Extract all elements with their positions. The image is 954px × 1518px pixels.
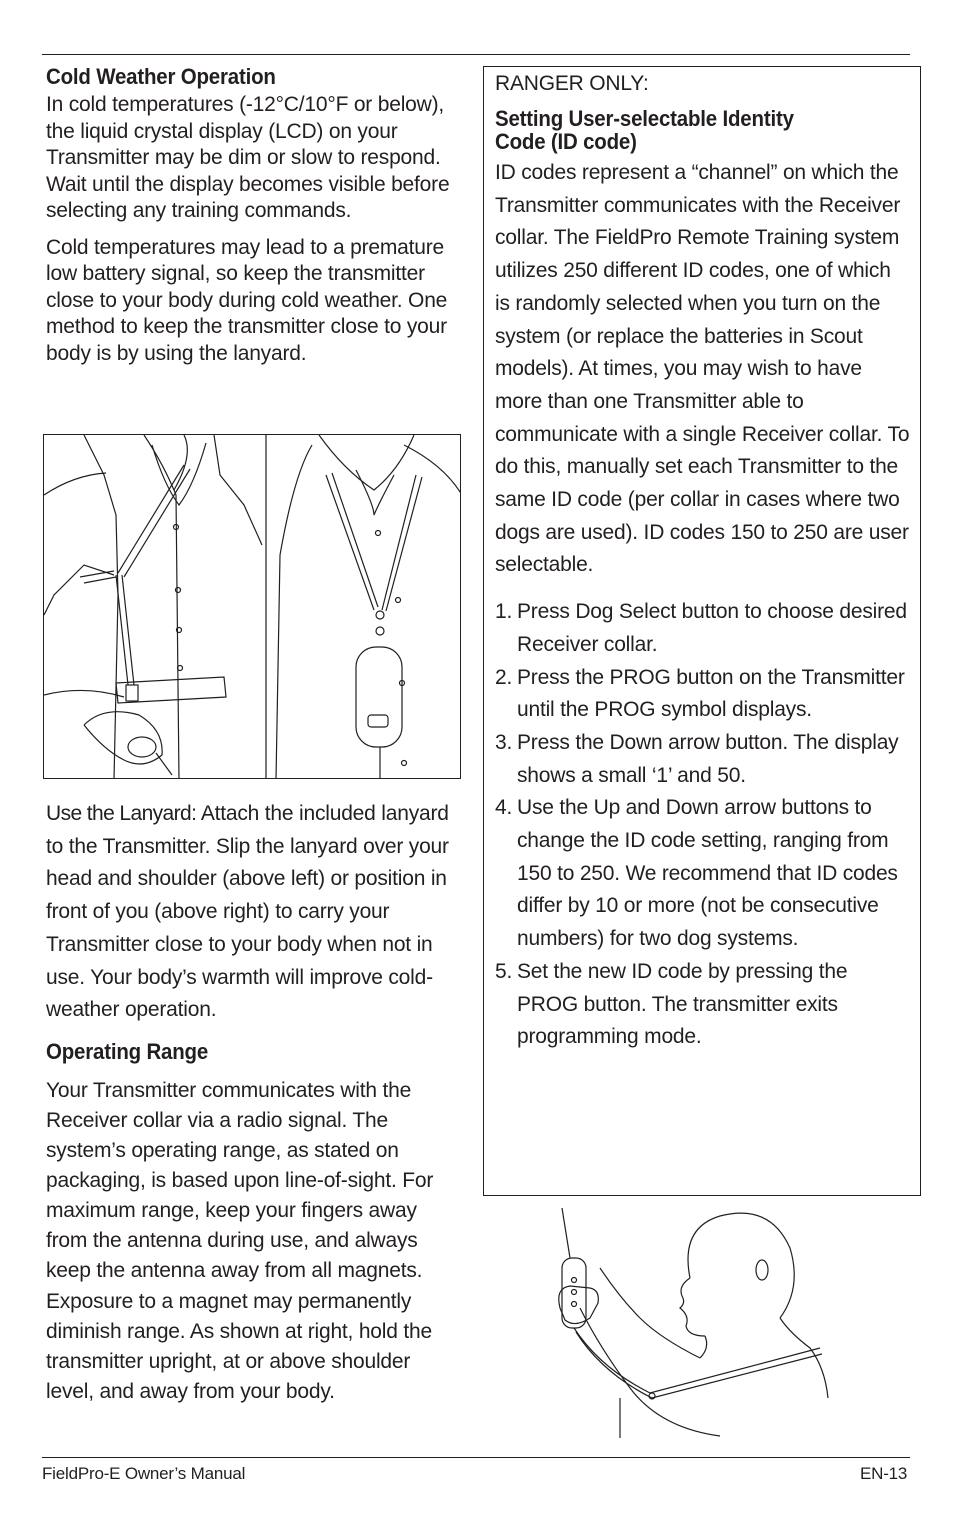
footer-page-number: EN-13 <box>860 1464 908 1483</box>
id-code-intro: ID codes represent a “channel” on which the Transmitter communicates with the Receiver collar. The FieldPro Remote Training system utilizes 250 different ID codes, one of which is randomly selected when you turn on the system (or replace the batteries in Scout models). At times, you may wish to have more than one Transmitter able to communicate with a single Receiver collar. To do this, manually set each Transmitter to the same ID code (per collar in cases where two dogs are used). ID codes 150 to 250 are user selectable. <box>495 161 910 577</box>
operating-range-paragraph: Your Transmitter communicates with the Receiver collar via a radio signal. The system’s operating range, as stated on packaging, is based upon line-of-sight. For maximum range, keep your fingers away from the antenna during use, and always keep the antenna away from all magnets. Exposure to a magnet may permanently diminish range. As shown at right, hold the transmitter upright, at or above shoulder level, and away from your body. <box>46 1078 434 1403</box>
step-item: 4. Use the Up and Down arrow buttons to change the ID code setting, ranging from 150 to 250. We recommend that ID codes differ by 10 or more (not be consecutive numbers) for two dog systems. <box>495 796 898 951</box>
step-item: 5. Set the new ID code by pressing the PROG button. The transmitter exits programming mode. <box>495 959 848 1049</box>
ranger-only-box <box>483 66 921 1196</box>
transmitter-holding-illustration <box>540 1208 830 1443</box>
cold-weather-paragraph-2: Cold temperatures may lead to a premature low battery signal, so keep the transmitter close to your body during cold weather. One method to keep the transmitter close to your body is by using the lanyard. <box>46 235 448 365</box>
lanyard-lead: Use the Lanyard: <box>46 802 197 825</box>
id-code-steps <box>495 596 910 1054</box>
left-column-lower <box>46 798 462 1407</box>
lanyard-paragraph <box>46 798 462 1027</box>
step-item: 2. Press the PROG button on the Transmitter until the PROG symbol displays. <box>495 665 905 722</box>
person-holding-transmitter-icon <box>540 1208 830 1438</box>
lanyard-illustration <box>43 434 461 779</box>
step-item: 3. Press the Down arrow button. The display shows a small ‘1’ and 50. <box>495 730 899 787</box>
left-column <box>46 64 462 367</box>
step-item: 1. Press Dog Select button to choose desired Receiver collar. <box>495 600 907 656</box>
id-code-heading-line-1: Setting User-selectable Identity <box>495 106 794 131</box>
footer-manual-title: FieldPro-E Owner’s Manual <box>42 1464 246 1483</box>
top-rule <box>42 54 910 55</box>
id-code-heading-line-2: Code (ID code) <box>495 129 637 154</box>
lanyard-drawing-icon <box>44 435 461 779</box>
ranger-only-content <box>495 71 910 1054</box>
cold-weather-paragraph-1: In cold temperatures (-12°C/10°F or below), the liquid crystal display (LCD) on your Transmitter may be dim or slow to respond. Wait until the display becomes visible before selecting any training commands. <box>46 93 450 222</box>
operating-range-heading: Operating Range <box>46 1038 209 1064</box>
lanyard-text: Attach the included lanyard to the Transmitter. Slip the lanyard over your head and shoulder (above left) or position in front of you (above right) to carry your Transmitter close to your body when not in use. Your body’s warmth will improve cold-weather operation. <box>46 802 449 1022</box>
cold-weather-heading: Cold Weather Operation <box>46 64 276 89</box>
bottom-rule <box>42 1457 910 1458</box>
ranger-only-label: RANGER ONLY: <box>495 72 649 95</box>
